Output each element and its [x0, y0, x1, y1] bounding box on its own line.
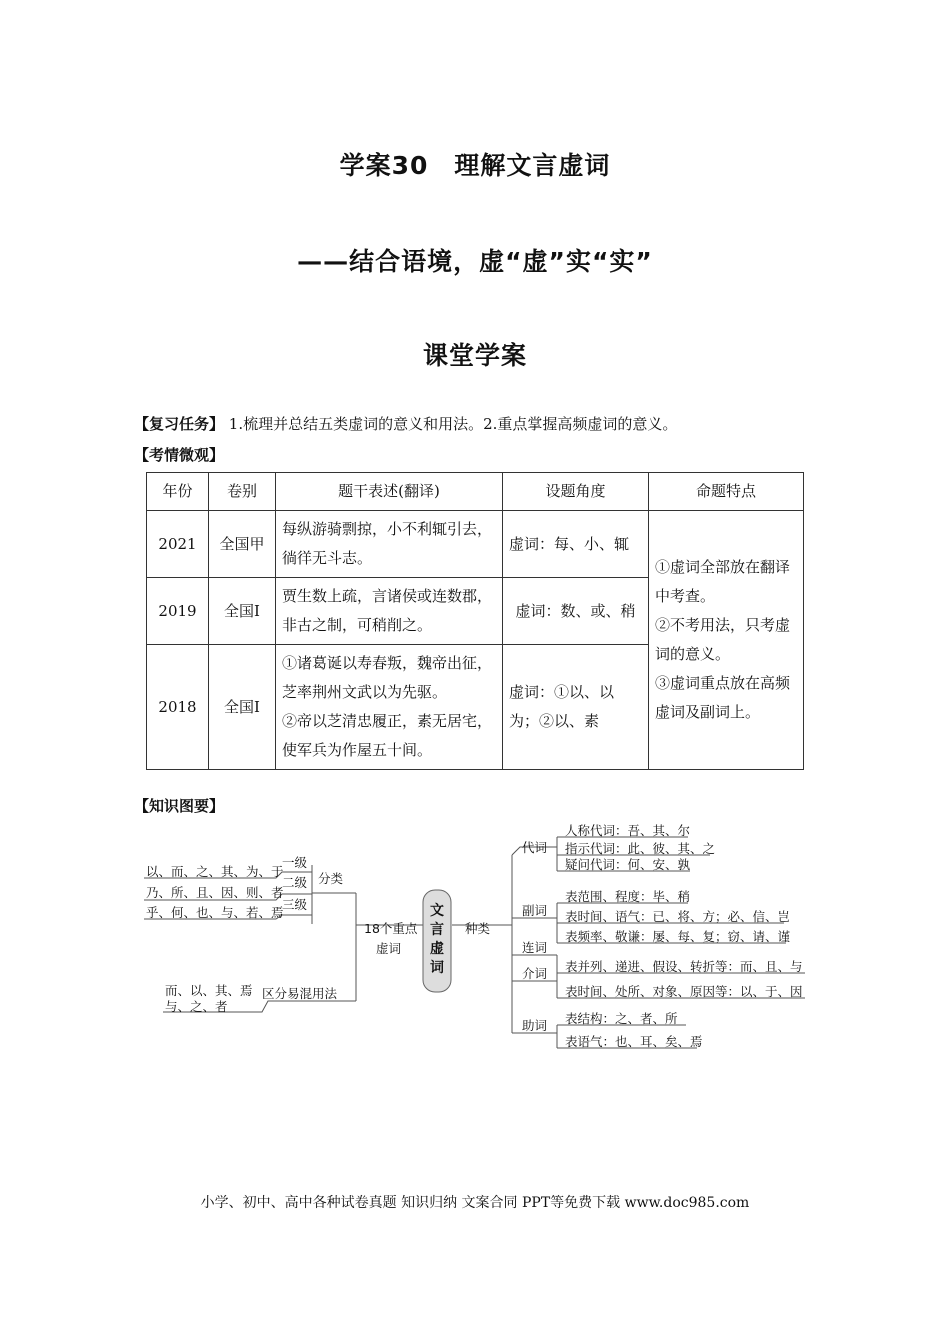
section-title: 课堂学案 — [422, 341, 527, 370]
year-cell: 2019 — [147, 578, 209, 645]
paper-cell: 全国Ⅰ — [209, 578, 276, 645]
category-item: 表结构：之、者、所 — [565, 1011, 678, 1026]
center-char: 文 — [430, 903, 444, 919]
category-item: 人称代词：吾、其、尔 — [565, 823, 691, 838]
key-label-2: 虚词 — [376, 941, 402, 956]
text-cell — [276, 645, 503, 770]
category-item: 表范围、程度：毕、稍 — [565, 889, 691, 904]
mix-words: 而、以、其、焉 — [165, 983, 253, 998]
table-header-row — [147, 473, 804, 511]
table-header: 年份 — [147, 473, 209, 511]
category-item: 表语气：也、耳、矣、焉 — [565, 1034, 703, 1049]
classify-label: 分类 — [318, 871, 344, 886]
level-label: 三级 — [282, 897, 308, 912]
angle-cell: 虚词：①以、以为；②以、素 — [503, 645, 649, 770]
key-label: 18个重点 — [364, 921, 418, 936]
center-char: 虚 — [430, 941, 444, 957]
exam-table — [146, 472, 804, 770]
review-tag: 【复习任务】 — [134, 415, 225, 433]
level-label: 二级 — [282, 875, 308, 890]
page-subtitle: ——结合语境，虚“虚”实“实” — [297, 247, 653, 276]
category-label: 副词 — [522, 903, 548, 918]
level-words: 乃、所、且、因、则、者 — [146, 885, 284, 900]
year-cell: 2021 — [147, 511, 209, 578]
table-header: 命题特点 — [649, 473, 804, 511]
level-label: 一级 — [282, 855, 308, 870]
knowledge-mindmap — [0, 815, 950, 1060]
text-line: ①诸葛诞以寿春叛，魏帝出征，芝率荆州文武以为先驱。 — [282, 654, 493, 701]
category-label: 介词 — [522, 966, 548, 981]
feature-cell — [649, 511, 804, 770]
category-item: 表时间、语气：已、将、方；必、信、岂 — [565, 909, 791, 924]
review-task — [134, 413, 677, 434]
category-item: 表频率、敬谦：屡、每、复；窃、请、谨 — [565, 929, 791, 944]
review-text: 1.梳理并总结五类虚词的意义和用法。2.重点掌握高频虚词的意义。 — [228, 415, 678, 433]
feature-line: ②不考用法，只考虚词的意义。 — [655, 616, 791, 663]
distinguish-label: 区分易混用法 — [262, 986, 338, 1001]
category-item: 表时间、处所、对象、原因等：以、于、因 — [565, 984, 803, 999]
center-char: 词 — [430, 960, 444, 976]
feature-line: ③虚词重点放在高频虚词及副词上。 — [655, 674, 791, 721]
category-label: 助词 — [522, 1018, 548, 1033]
category-item: 表并列、递进、假设、转折等：而、且、与 — [565, 959, 803, 974]
paper-cell: 全国Ⅰ — [209, 645, 276, 770]
mix-words: 与、之、者 — [165, 999, 228, 1014]
exam-tag: 【考情微观】 — [134, 446, 225, 464]
table-header: 卷别 — [209, 473, 276, 511]
table-header: 设题角度 — [503, 473, 649, 511]
center-char: 言 — [430, 922, 444, 938]
table-row — [147, 511, 804, 578]
category-item: 疑问代词：何、安、孰 — [565, 857, 691, 872]
angle-cell: 虚词：每、小、辄 — [503, 511, 649, 578]
angle-cell: 虚词：数、或、稍 — [503, 578, 649, 645]
text-cell: 每纵游骑剽掠，小不利辄引去，徜徉无斗志。 — [276, 511, 503, 578]
level-words: 以、而、之、其、为、于 — [146, 864, 284, 879]
category-label: 连词 — [522, 940, 548, 955]
category-label: 代词 — [522, 840, 548, 855]
feature-line: ①虚词全部放在翻译中考查。 — [655, 558, 791, 605]
text-cell: 贾生数上疏，言诸侯或连数郡，非古之制，可稍削之。 — [276, 578, 503, 645]
paper-cell: 全国甲 — [209, 511, 276, 578]
knowledge-tag: 【知识图要】 — [134, 797, 225, 815]
page-title: 学案30 理解文言虚词 — [339, 151, 611, 180]
kind-label: 种类 — [465, 921, 491, 936]
table-header: 题干表述(翻译) — [276, 473, 503, 511]
category-item: 指示代词：此、彼、其、之 — [565, 841, 716, 856]
text-line: ②帝以芝清忠履正，素无居宅，使军兵为作屋五十间。 — [282, 712, 493, 759]
level-words: 乎、何、也、与、若、焉 — [146, 905, 284, 920]
page-footer: 小学、初中、高中各种试卷真题 知识归纳 文案合同 PPT等免费下载 www.doc985.com — [200, 1195, 750, 1211]
year-cell: 2018 — [147, 645, 209, 770]
